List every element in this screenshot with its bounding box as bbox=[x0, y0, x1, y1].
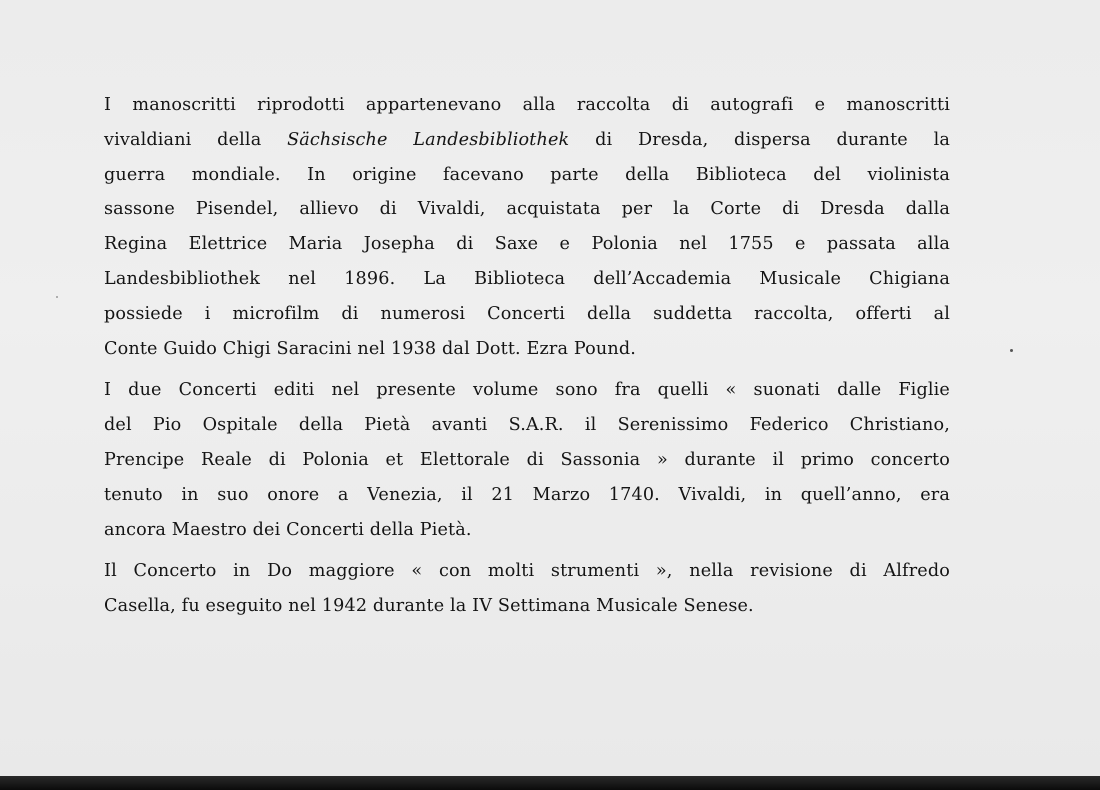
text-line bbox=[104, 227, 950, 262]
text-line bbox=[104, 478, 950, 513]
text-line bbox=[104, 158, 950, 193]
italic-library-name: Sächsische Landesbibliothek bbox=[287, 129, 570, 150]
text-span: ancora Maestro dei Concerti della Pietà. bbox=[104, 519, 472, 540]
paragraph-1 bbox=[104, 88, 950, 366]
text-span: I manoscritti riprodotti appartenevano alla raccolta di autografi e manoscritti bbox=[104, 95, 950, 115]
paper-speck bbox=[1010, 349, 1013, 352]
text-line bbox=[104, 88, 950, 123]
text-line bbox=[104, 554, 950, 589]
text-line bbox=[104, 373, 950, 408]
text-span: I due Concerti editi nel presente volume sono fra quelli « suonati dalle Figlie bbox=[104, 380, 950, 401]
text-span: Il Concerto in Do maggiore « con molti strumenti », nella revisione di Alfredo bbox=[104, 561, 950, 582]
text-line bbox=[104, 332, 950, 367]
text-span: possiede i microfilm di numerosi Concerti della suddetta raccolta, offerti al bbox=[104, 303, 950, 324]
text-line bbox=[104, 443, 950, 478]
text-span: di Dresda, dispersa durante la bbox=[569, 129, 950, 150]
text-line bbox=[104, 589, 950, 624]
text-span: del Pio Ospitale della Pietà avanti S.A.R. il Serenissimo Federico Christiano, bbox=[104, 415, 950, 436]
text-span: Casella, fu eseguito nel 1942 durante la IV Settimana Musicale Senese. bbox=[104, 596, 754, 617]
text-span: sassone Pisendel, allievo di Vivaldi, acquistata per la Corte di Dresda dalla bbox=[104, 199, 950, 220]
text-line bbox=[104, 297, 950, 332]
text-span: tenuto in suo onore a Venezia, il 21 Marzo 1740. Vivaldi, in quell’anno, era bbox=[104, 484, 950, 505]
text-span: Regina Elettrice Maria Josepha di Saxe e Polonia nel 1755 e passata alla bbox=[104, 234, 950, 255]
text-span: Landesbibliothek nel 1896. La Biblioteca dell’Accademia Musicale Chigiana bbox=[104, 268, 950, 289]
text-line bbox=[104, 262, 950, 297]
text-span: Prencipe Reale di Polonia et Elettorale di Sassonia » durante il primo concerto bbox=[104, 449, 950, 470]
page-bottom-edge bbox=[0, 776, 1100, 790]
text-span: Conte Guido Chigi Saracini nel 1938 dal Dott. Ezra Pound. bbox=[104, 338, 637, 359]
text-line bbox=[104, 192, 950, 227]
text-line bbox=[104, 408, 950, 443]
paragraph-2 bbox=[104, 373, 950, 547]
text-line bbox=[104, 123, 950, 158]
paper-speck bbox=[56, 296, 58, 298]
text-span: guerra mondiale. In origine facevano parte della Biblioteca del violinista bbox=[104, 164, 950, 185]
text-span: vivaldiani della bbox=[104, 129, 288, 150]
text-line bbox=[104, 513, 950, 548]
text-block bbox=[104, 88, 950, 624]
paragraph-3 bbox=[104, 554, 950, 624]
